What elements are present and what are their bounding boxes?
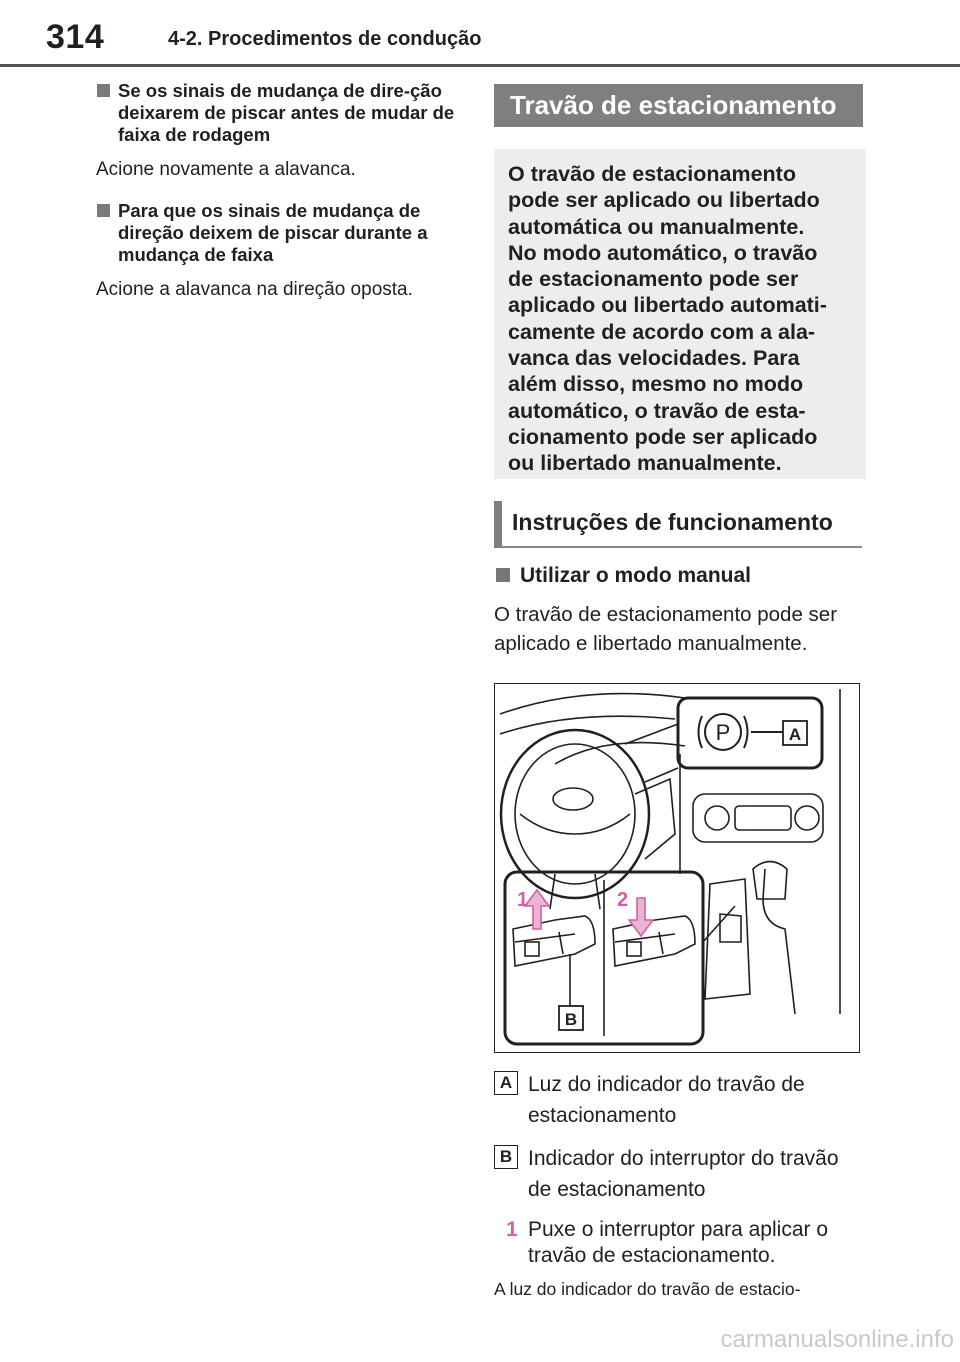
intro-line: camente de acordo com a ala- <box>508 319 816 344</box>
step-text: Puxe o interruptor para aplicar o travão de estacionamento. <box>528 1218 828 1267</box>
square-bullet-icon <box>496 568 510 582</box>
intro-line: além disso, mesmo no modo <box>508 372 804 397</box>
intro-line: aplicado ou libertado automati- <box>508 293 827 318</box>
gear-lever <box>763 869 795 1014</box>
legend-key: B <box>494 1145 518 1169</box>
right-column <box>494 84 866 1300</box>
subheading-signal-cancel <box>96 200 476 266</box>
intro-box <box>494 149 866 479</box>
p-symbol-label: P <box>715 720 731 745</box>
legend-key: A <box>494 1071 518 1095</box>
subsection-heading <box>494 564 866 588</box>
subsection-body: O travão de estacionamento pode ser aplicado e libertado manualmente. <box>494 603 838 655</box>
body-paragraph: Acione novamente a alavanca. <box>96 159 356 180</box>
pull-up-arrow-icon <box>525 890 549 929</box>
square-bullet-icon <box>97 204 110 217</box>
callout-b-label: B <box>564 1010 578 1029</box>
intro-line: cionamento pode ser aplicado <box>508 424 818 449</box>
intro-line: automático, o travão de esta- <box>508 398 806 423</box>
step-2-label: 2 <box>617 889 629 911</box>
watermark: carmanualsonline.info <box>720 1326 954 1353</box>
dashboard-line <box>500 694 685 714</box>
vent <box>693 794 823 842</box>
section-title: 4-2. Procedimentos de condução <box>168 28 482 50</box>
instructions-heading <box>494 501 862 548</box>
left-column <box>96 80 476 320</box>
step-number: 1 <box>506 1218 518 1241</box>
intro-line: de estacionamento pode ser <box>508 267 799 292</box>
legend <box>494 1069 866 1300</box>
square-bullet-icon <box>97 84 110 97</box>
subsection-title: Utilizar o modo manual <box>520 564 752 587</box>
legend-item-b <box>494 1143 866 1205</box>
intro-line: automática ou manualmente. <box>508 214 805 239</box>
body-paragraph: Acione a alavanca na direção oposta. <box>96 279 413 300</box>
header-divider <box>0 64 960 67</box>
legend-text: Indicador do interruptor do travão de estacionamento <box>528 1147 839 1201</box>
intro-line: O travão de estacionamento <box>508 162 796 186</box>
page-number: 314 <box>46 18 105 56</box>
heading-bar <box>494 501 502 548</box>
footnote: A luz do indicador do travão de estacio- <box>494 1279 801 1299</box>
parking-brake-figure <box>494 683 860 1053</box>
intro-line: No modo automático, o travão <box>508 240 818 265</box>
subheading-signal-stop <box>96 80 476 146</box>
subheading-text: Se os sinais de mudança de dire-ção deixarem de piscar antes de mudar de faixa de rodagem <box>118 80 455 145</box>
step-1-label: 1 <box>517 889 529 911</box>
intro-line: pode ser aplicado ou libertado <box>508 188 820 213</box>
legend-text: Luz do indicador do travão de estacionamento <box>528 1073 805 1127</box>
toyota-emblem-icon <box>553 788 593 810</box>
step-1 <box>494 1217 866 1269</box>
intro-line: ou libertado manualmente. <box>508 451 782 476</box>
parking-brake-illustration <box>495 684 858 1051</box>
push-down-arrow-icon <box>629 898 653 936</box>
instructions-heading-text: Instruções de funcionamento <box>512 509 833 535</box>
section-box-title: Travão de estacionamento <box>494 84 863 127</box>
intro-line: vanca das velocidades. Para <box>508 346 800 371</box>
subheading-text: Para que os sinais de mudança de direção deixem de piscar durante a mudança de faixa <box>118 200 428 265</box>
legend-item-a <box>494 1069 866 1131</box>
callout-a-label: A <box>788 725 802 744</box>
